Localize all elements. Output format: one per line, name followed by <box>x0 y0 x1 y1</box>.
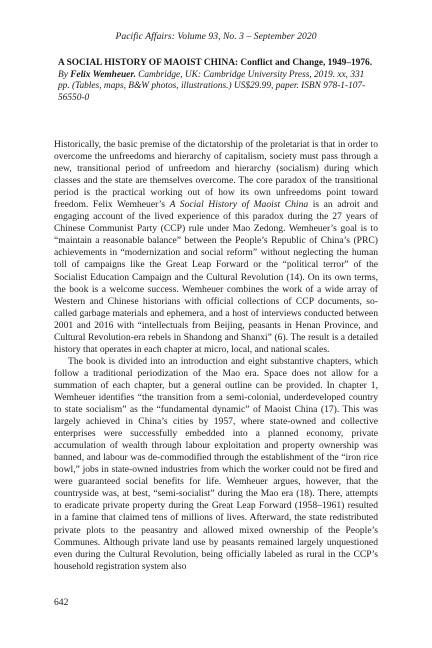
paragraph-2: The book is divided into an introduction and eight substantive chapters, which follow a traditional periodization of the Mao era. Space does not allow for a summation of each chapter, but a general outline can be provided. In chapter 1, Wemheuer identifies “the transition from a semi-colonial, underdeveloped country to state socialism” as the “fundamental dynamic” of Maoist China (17). This was largely achieved in China’s cities by 1957, where state-owned and collective enterprises were successfully embedded into a planned economy, private accumulation of wealth through labour exploitation and property ownership was banned, and labour was de-commodified through the establishment of the “iron rice bowl,” jobs in state-owned industries from which the worker could not be fired and were guaranteed social benefits for life. Wemheuer argues, however, that the countryside was, at best, “semi-socialist” during the Mao era (18). There, attempts to eradicate private property during the Great Leap Forward (1958–1961) resulted in a famine that claimed tens of millions of lives. Afterward, the state redistributed private plots to the peasantry and allowed mixed ownership of the People’s Communes. Although private land use by peasants remained largely unquestioned even during the Cultural Revolution, being officially labeled as rural in the CCP’s household registration system also <box>54 355 378 572</box>
paragraph-1-start: Historically, the basic premise of the dictatorship of the proletariat is that in order to overcome the unfreedoms and hierarchy of capitalism, society must pass through a new, transitional period of unfreedom and hierarchy (socialism) during which classes and the state are themselves overcome. The core paradox of the transitional period is the practical working out of how its own unfreedoms point toward freedom. Felix Wemheuer’s <box>54 139 378 211</box>
page-number: 642 <box>54 597 69 608</box>
review-book-title: A SOCIAL HISTORY OF MAOIST CHINA: Conflict and Change, 1949–1976. <box>58 58 373 68</box>
paragraph-1-rest: is an adroit and engaging account of the lived experience of this paradox during the 27 years of Chinese Communist Party (CCP) rule under Mao Zedong. Wemheuer’s goal is to “maintain a reasonable balance” between the People’s Republic of China’s (PRC) achievements in “modernization and social reform” without neglecting the human toll of campaigns like the Great Leap Forward or the “political terror” of the Socialist Education Campaign and the Cultural Revolution (14). On its own terms, the book is a welcome success. Wemheuer combines the work of a wide array of Western and Chinese historians with official collections of CCP documents, so-called garbage materials and ephemera, and a host of interviews conducted between 2001 and 2016 with “intellectuals from Beijing, peasants in Henan Province, and Cultural Revolution-era rebels in Shandong and Shanxi” (6). The result is a detailed history that operates in each chapter at micro, local, and national scales. <box>54 199 378 355</box>
review-publication-details: Cambridge, UK: Cambridge University Press, 2019. xx, 331 pp. (Tables, maps, B&W photos, illustrations.) US$29.99, paper. ISBN 978-1-107-56550-0 <box>58 69 366 103</box>
review-by-prefix: By <box>58 69 68 80</box>
review-author: Felix Wemheuer. <box>70 69 136 80</box>
running-head: Pacific Affairs: Volume 93, No. 3 – September 2020 <box>115 31 317 42</box>
review-body <box>54 139 378 573</box>
inline-book-title: A Social History of Maoist China <box>169 199 309 211</box>
review-citation <box>58 58 376 104</box>
paragraph-1 <box>54 139 378 356</box>
